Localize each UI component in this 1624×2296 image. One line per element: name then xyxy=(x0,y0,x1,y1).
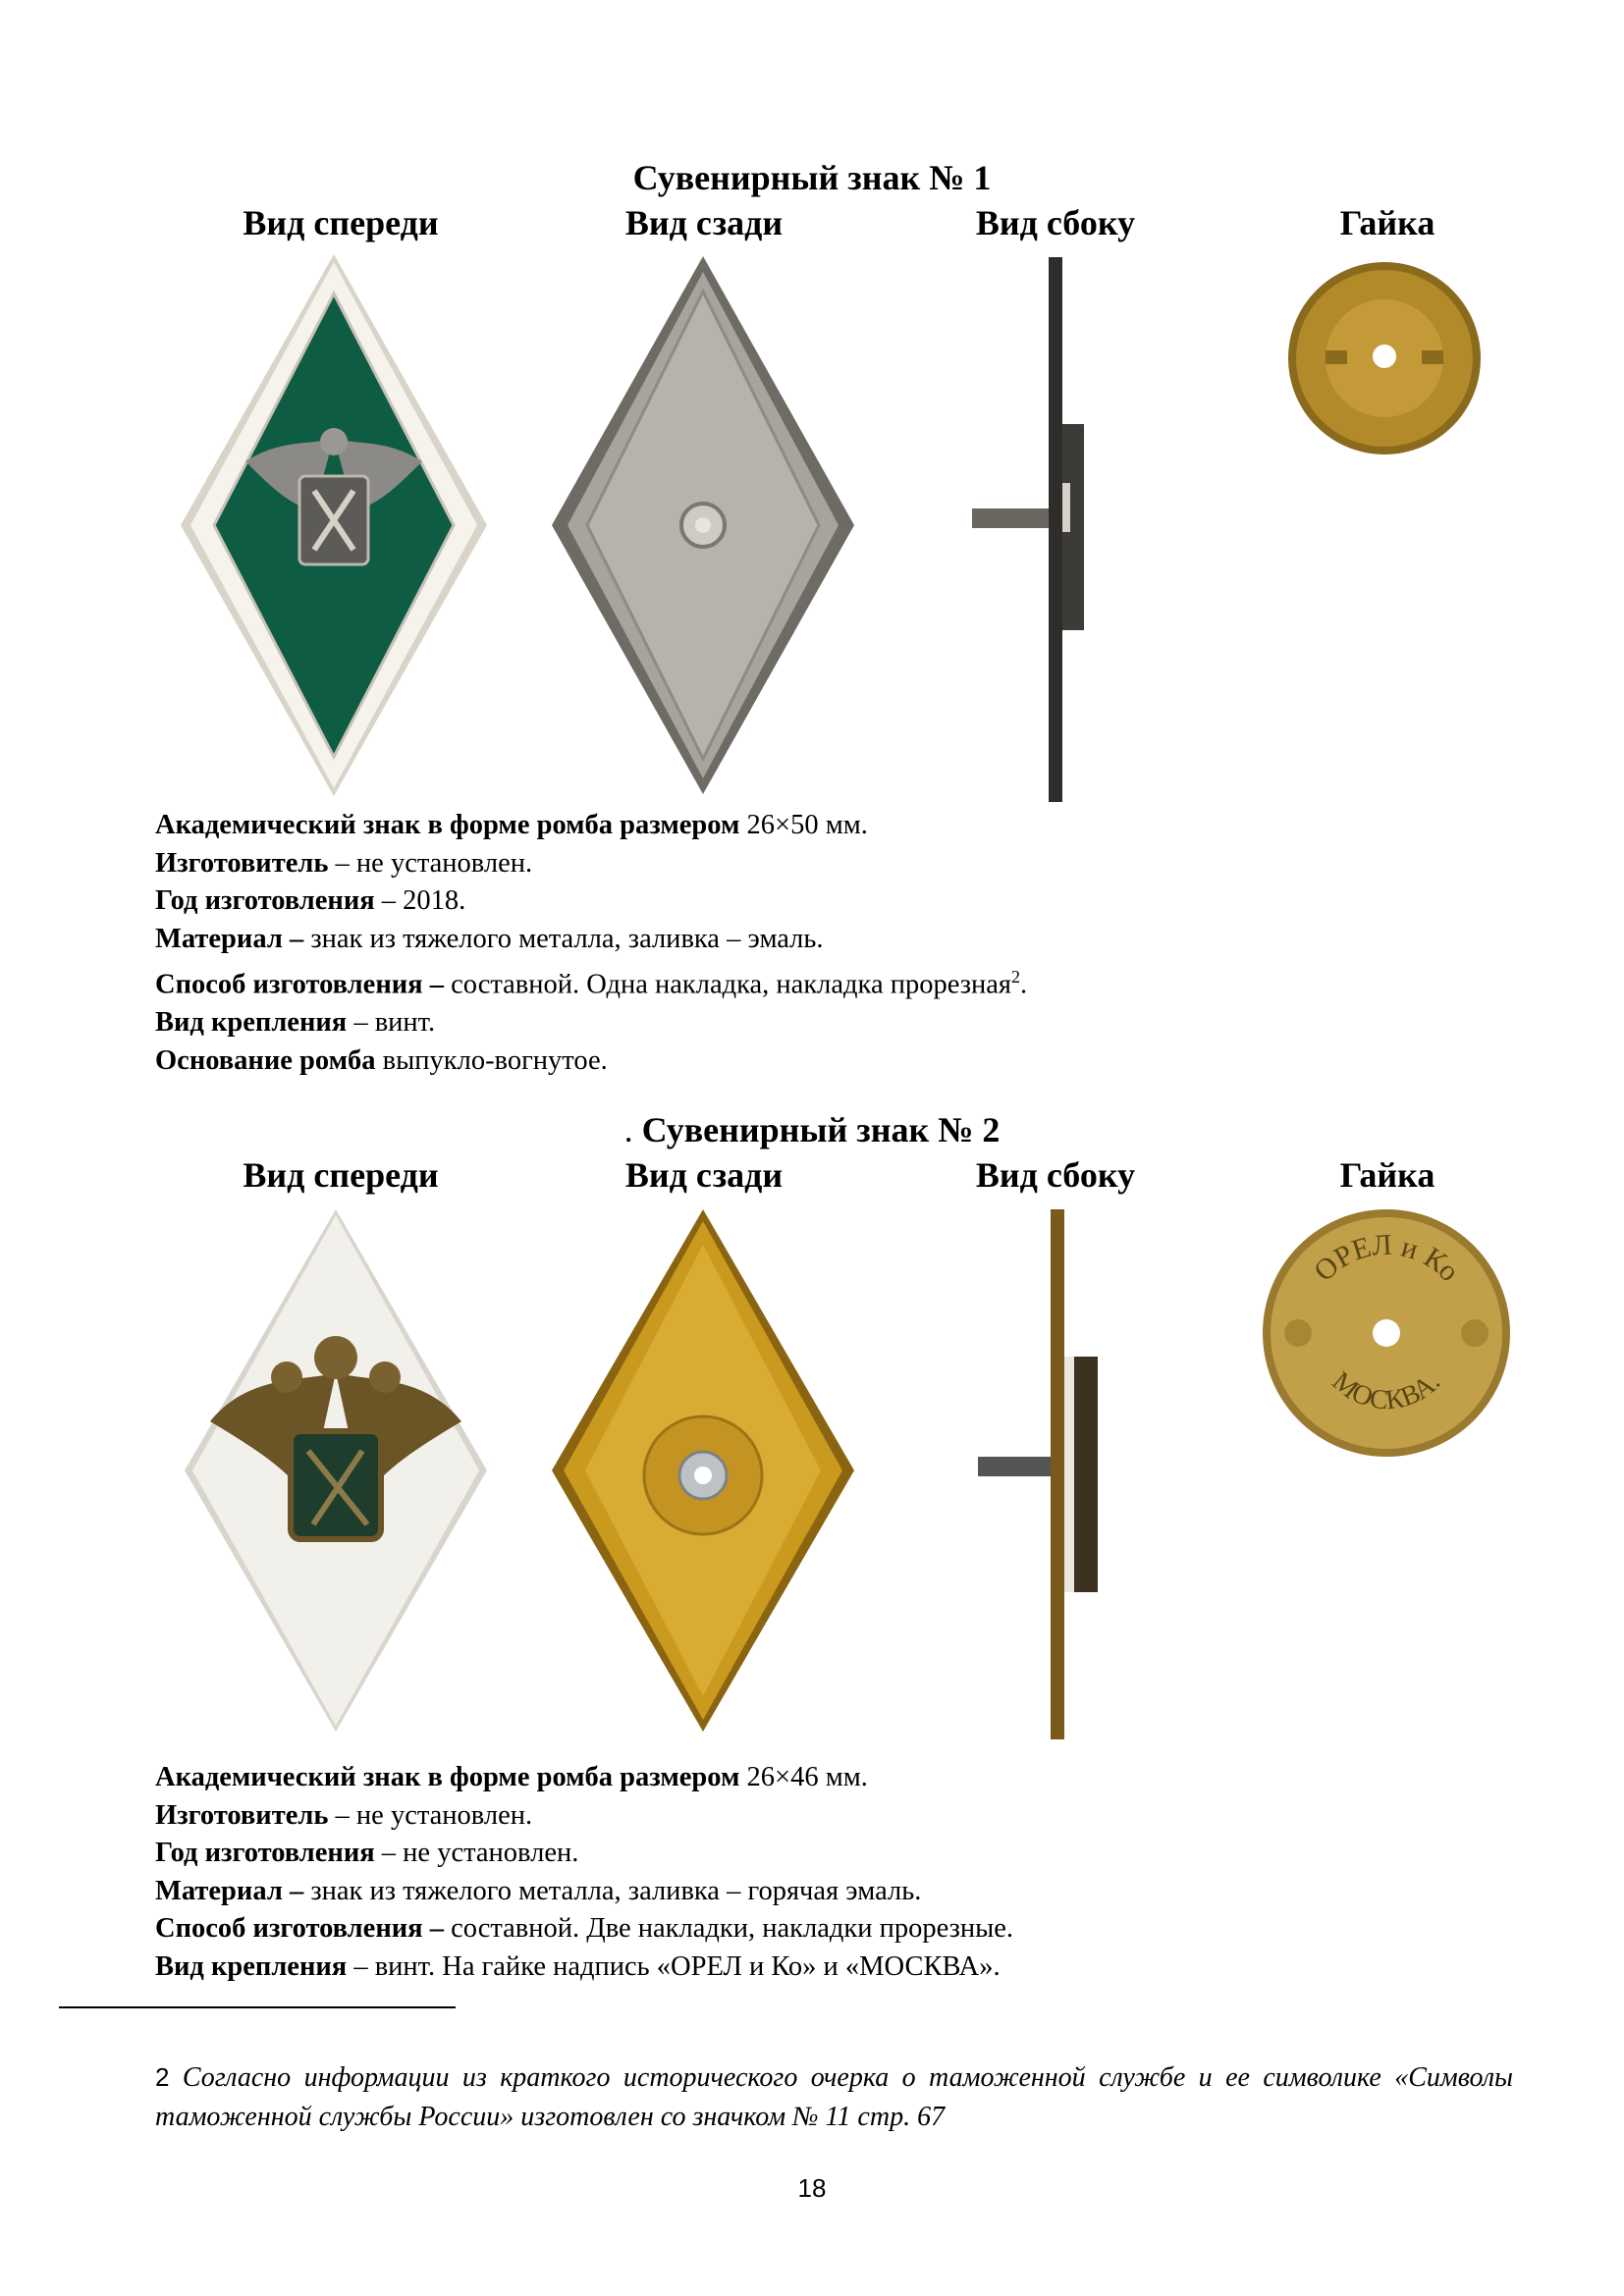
footnote-text: Согласно информации из краткого исторического очерка о таможенной службе и ее символике «Символы таможенной службы России» изготовлен со значком № 11 стр. 67 xyxy=(155,2062,1513,2132)
badge2-line-size: Академический знак в форме ромба размером 26×46 мм. xyxy=(155,1762,868,1792)
badge2-front-photo xyxy=(181,1205,491,1735)
footnote-ref[interactable]: 2 xyxy=(1011,967,1021,987)
badge2-label-nut: Гайка xyxy=(1339,1155,1435,1195)
footnote xyxy=(155,2057,1513,2137)
badge2-line-material: Материал – знак из тяжелого металла, заливка – горячая эмаль. xyxy=(155,1875,922,1906)
badge1-description xyxy=(155,807,1027,1080)
badge2-label-front: Вид спереди xyxy=(243,1155,439,1195)
badge1-title: Сувенирный знак № 1 xyxy=(632,158,992,197)
badge2-label-side: Вид сбоку xyxy=(975,1155,1136,1195)
footnote-number: 2 xyxy=(155,2062,170,2092)
badge1-line-base: Основание ромба выпукло-вогнутое. xyxy=(155,1044,608,1076)
badge2-title: . Сувенирный знак № 2 xyxy=(623,1110,1001,1149)
badge2-nut-photo xyxy=(1259,1205,1514,1461)
badge2-line-maker: Изготовитель – не установлен. xyxy=(155,1799,533,1831)
badge2-side-photo xyxy=(978,1209,1125,1739)
badge1-line-year: Год изготовления – 2018. xyxy=(155,885,466,916)
badge1-label-back: Вид сзади xyxy=(624,203,784,242)
badge2-line-method: Способ изготовления – составной. Две накладки, накладки прорезные. xyxy=(155,1913,1014,1944)
badge1-nut-photo xyxy=(1286,260,1483,456)
badge2-label-back: Вид сзади xyxy=(624,1155,784,1195)
badge1-back-photo xyxy=(546,250,860,800)
badge1-line-maker: Изготовитель – не установлен. xyxy=(155,847,533,879)
page-number: 18 xyxy=(797,2173,827,2203)
badge1-label-side: Вид сбоку xyxy=(975,203,1136,242)
badge2-line-year: Год изготовления – не установлен. xyxy=(155,1838,579,1868)
badge1-label-nut: Гайка xyxy=(1339,203,1435,242)
badge2-line-fastening: Вид крепления – винт. На гайке надпись «ОРЕЛ и Ко» и «МОСКВА». xyxy=(155,1950,1001,1982)
badge1-side-photo xyxy=(972,257,1119,802)
badge1-front-photo xyxy=(177,250,491,800)
badge1-label-front: Вид спереди xyxy=(243,203,439,242)
badge1-line-fastening: Вид крепления – винт. xyxy=(155,1007,436,1038)
badge1-line-material: Материал – знак из тяжелого металла, заливка – эмаль. xyxy=(155,923,824,954)
badge2-back-photo xyxy=(546,1205,860,1735)
badge2-description xyxy=(155,1759,1013,1986)
nut-inscription-bottom: МОСКВА. xyxy=(1326,1365,1447,1416)
footnote-separator xyxy=(59,2006,456,2008)
nut-inscription-top: ОРЕЛ и Ко xyxy=(1307,1228,1466,1288)
badge1-line-size: Академический знак в форме ромба размером 26×50 мм. xyxy=(155,810,868,840)
badge1-line-method: Способ изготовления – составной. Одна накладка, накладка прорезная$^2$. xyxy=(155,967,1028,1000)
